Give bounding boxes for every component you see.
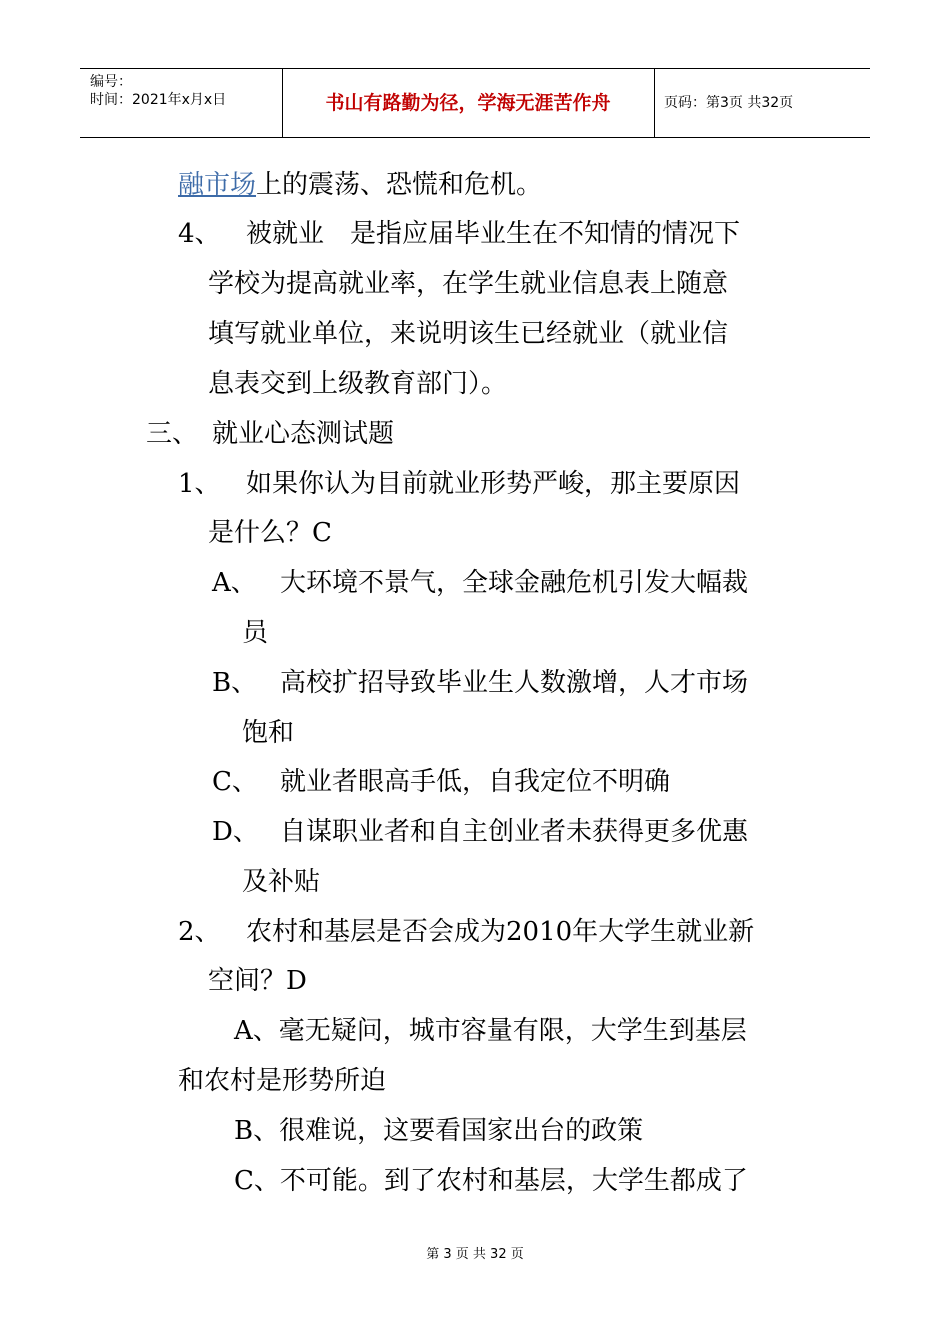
paragraph-line: 填写就业单位，来说明该生已经就业（就业信: [208, 319, 729, 349]
option-letter: A、: [212, 568, 257, 598]
page-footer: 第 3 页 共 32 页: [426, 1247, 524, 1262]
question-line: 是什么？C: [208, 518, 332, 548]
option-line: 员: [242, 618, 269, 648]
option-text: 大环境不景气，全球金融危机引发大幅裁: [280, 568, 749, 598]
option-line: A、毫无疑问，城市容量有限，大学生到基层: [234, 1016, 747, 1046]
option-line: 饱和: [242, 718, 295, 748]
question-text: 如果你认为目前就业形势严峻，那主要原因: [246, 469, 741, 499]
question-number: 2、: [178, 917, 221, 947]
header-meta-cell: [80, 69, 283, 137]
finance-market-link[interactable]: 融市场: [178, 170, 257, 200]
section-title: 就业心态测试题: [212, 419, 395, 449]
question-line: 空间？D: [208, 966, 307, 996]
motto-text: 书山有路勤为径，学海无涯苦作舟: [325, 92, 611, 114]
page-info: 页码：第3页 共32页: [664, 95, 794, 111]
question-text: 农村和基层是否会成为2010年大学生就业新: [246, 917, 755, 947]
header-page-cell: [654, 69, 870, 137]
page-header: [80, 68, 870, 138]
option-letter: B、: [212, 668, 258, 698]
option-letter: D、: [212, 817, 259, 847]
paragraph-line: 学校为提高就业率，在学生就业信息表上随意: [208, 269, 729, 299]
time-label: 时间：2021年x月x日: [90, 92, 227, 108]
item-text: 被就业 是指应届毕业生在不知情的情况下: [246, 219, 741, 249]
line-text: 上的震荡、恐慌和危机。: [256, 170, 543, 200]
option-text: 自谋职业者和自主创业者未获得更多优惠: [280, 817, 749, 847]
question-number: 1、: [178, 469, 221, 499]
item-number: 4、: [178, 219, 221, 249]
option-line: 和农村是形势所迫: [178, 1066, 387, 1096]
option-line: B、很难说，这要看国家出台的政策: [234, 1116, 644, 1146]
paragraph-line: [178, 168, 542, 202]
option-text: 高校扩招导致毕业生人数激增，人才市场: [280, 668, 749, 698]
paragraph-line: 息表交到上级教育部门）。: [208, 369, 508, 399]
header-motto-cell: [282, 69, 655, 137]
section-number: 三、: [146, 419, 199, 449]
option-line: 及补贴: [242, 867, 321, 897]
option-text: 就业者眼高手低，自我定位不明确: [280, 767, 671, 797]
number-label: 编号：: [90, 74, 132, 90]
option-letter: C、: [212, 767, 258, 797]
option-line: C、不可能。到了农村和基层，大学生都成了: [234, 1166, 748, 1196]
